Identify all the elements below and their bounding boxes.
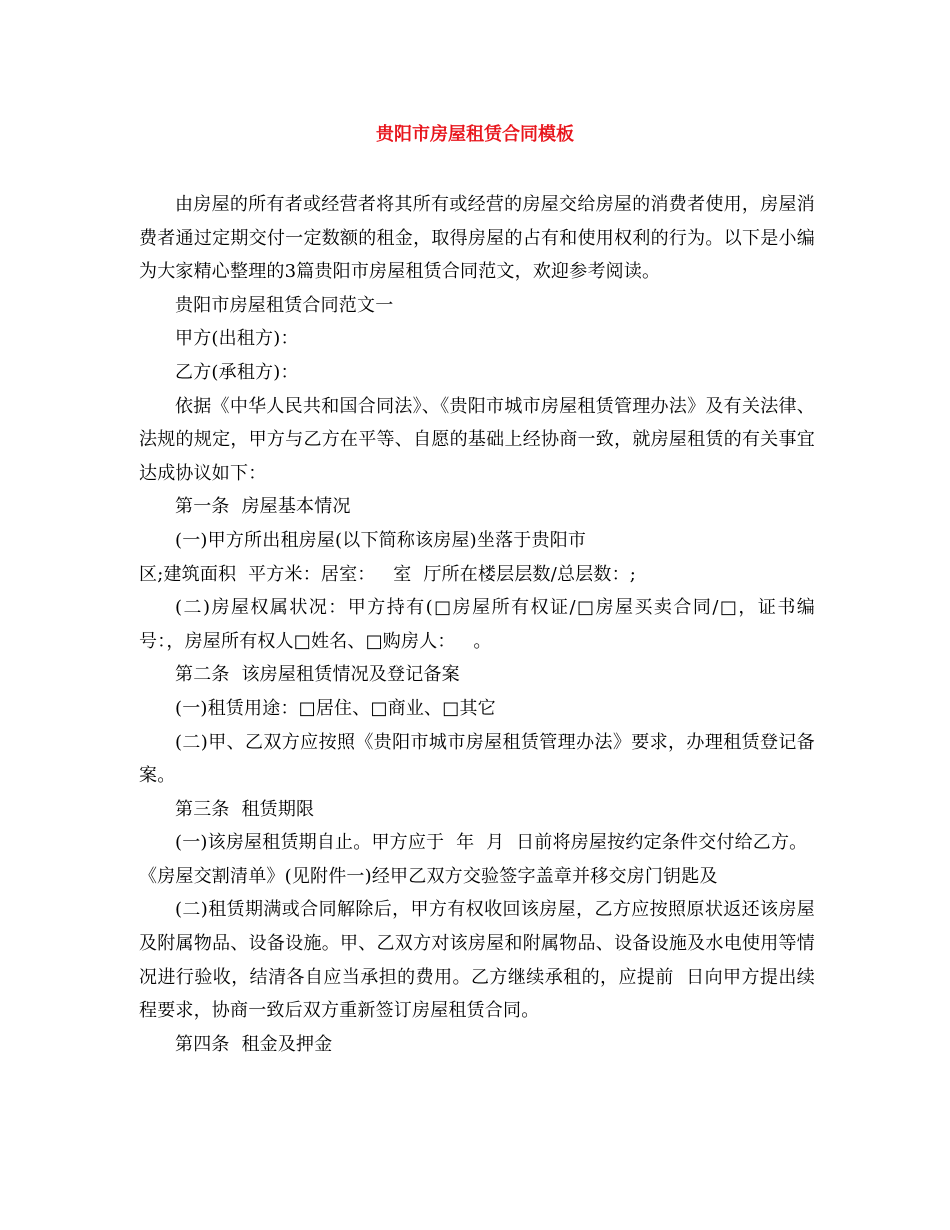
article-3-clause-2: (二)租赁期满或合同解除后，甲方有权收回该房屋，乙方应按照原状返还该房屋及附属物品、设备设施。甲、乙双方对该房屋和附属物品、设备设施及水电使用等情况进行验收，结清各自应当承担的费用。乙方继续承租的，应提前 日向甲方提出续程要求，协商一致后双方重新签订房屋租赁合同。: [139, 899, 815, 1022]
article-2-clause-1: (一)租赁用途：□居住、□商业、□其它: [175, 697, 496, 719]
article-2-heading: 第二条 该房屋租赁情况及登记备案: [175, 664, 460, 686]
intro-paragraph: 由房屋的所有者或经营者将其所有或经营的房屋交给房屋的消费者使用，房屋消费者通过定期交付一定数额的租金，取得房屋的占有和使用权利的行为。以下是小编为大家精心整理的3篇贵阳市房屋租赁合同范文，欢迎参考阅读。: [139, 194, 815, 283]
contract-heading: 贵阳市房屋租赁合同范文一: [175, 294, 394, 316]
article-1-clause-1-continued: 区;建筑面积 平方米：居室： 室 厅所在楼层层数/总层数：;: [139, 563, 637, 585]
article-1-clause-2: (二)房屋权属状况：甲方持有(□房屋所有权证/□房屋买卖合同/□，证书编号：，房屋所有权人□姓名、□购房人： 。: [139, 597, 815, 652]
document-body: [139, 188, 815, 1061]
article-1-heading: 第一条 房屋基本情况: [175, 496, 351, 518]
legal-basis-paragraph: 依据《中华人民共和国合同法》、《贵阳市城市房屋租赁管理办法》及有关法律、法规的规定，甲方与乙方在平等、自愿的基础上经协商一致，就房屋租赁的有关事宜达成协议如下：: [139, 395, 815, 484]
article-2-clause-2: (二)甲、乙双方应按照《贵阳市城市房屋租赁管理办法》要求，办理租赁登记备案。: [139, 731, 815, 787]
document-title: 贵阳市房屋租赁合同模板: [376, 124, 574, 145]
party-a-line: 甲方(出租方)：: [175, 328, 299, 350]
party-b-line: 乙方(承租方)：: [175, 361, 299, 383]
article-4-heading: 第四条 租金及押金: [175, 1033, 333, 1055]
article-1-clause-1: (一)甲方所出租房屋(以下简称该房屋)坐落于贵阳市: [175, 529, 587, 551]
article-3-heading: 第三条 租赁期限: [175, 798, 315, 820]
article-3-clause-1: (一)该房屋租赁期自止。甲方应于 年 月 日前将房屋按约定条件交付给乙方。: [175, 832, 808, 854]
article-3-handover-line: 《房屋交割清单》(见附件一)经甲乙双方交验签字盖章并移交房门钥匙及: [139, 865, 718, 887]
